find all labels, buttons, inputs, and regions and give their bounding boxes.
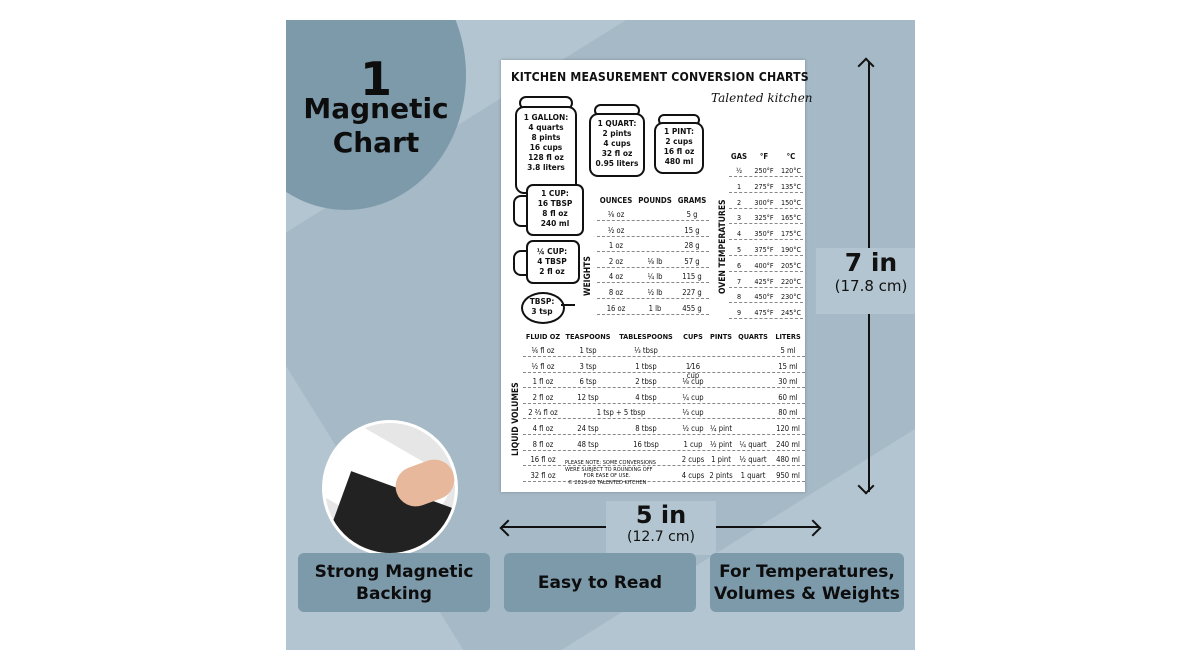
liquid-cell: 12 tsp: [577, 392, 599, 402]
brand-logo: Talented kitchen: [711, 91, 813, 105]
tbsp-line: 3 tsp: [531, 306, 553, 316]
height-sub: (17.8 cm): [834, 277, 908, 295]
oven-cell: 275°F: [754, 181, 774, 191]
width-sub: (12.7 cm): [627, 529, 695, 545]
liquid-cell: 480 ml: [776, 455, 800, 465]
liquid-header: FLUID OZ: [525, 332, 561, 341]
quart-line: 1 QUART:: [597, 118, 637, 128]
weights-cell: 1 lb: [648, 303, 662, 313]
oven-cell: 300°F: [754, 197, 774, 207]
liquid-row-line: [523, 372, 805, 373]
liquid-cell: 4 cups: [681, 470, 705, 480]
feature-magnetic-backing: [298, 553, 490, 612]
quart-line: 2 pints: [602, 128, 632, 138]
liquid-cell: 1 fl oz: [532, 377, 554, 387]
liquid-cell: ⅓ tbsp: [634, 346, 658, 355]
liquid-row-line: [523, 418, 805, 419]
liquid-cell: 950 ml: [776, 470, 800, 480]
oven-cell: 190°C: [780, 245, 802, 254]
chart-title: KITCHEN MEASUREMENT CONVERSION CHARTS: [511, 70, 809, 84]
feature-1-line2: Backing: [356, 583, 432, 604]
weights-cell: 455 g: [682, 303, 702, 313]
quart-line: 0.95 liters: [595, 158, 639, 168]
liquid-header: LITERS: [775, 332, 801, 341]
weights-table: [597, 196, 709, 336]
weights-row-line: [597, 314, 709, 315]
tbsp-text: [521, 296, 563, 316]
oven-row-line: [729, 192, 803, 193]
quart-line: 32 fl oz: [601, 148, 633, 158]
weights-cell: ½ lb: [647, 288, 663, 297]
oven-temperatures-label: OVEN TEMPERATURES: [718, 199, 728, 294]
oven-cell: 220°C: [780, 276, 802, 286]
liquid-cell: ¼ pint: [709, 424, 733, 433]
badge-line1: Magnetic: [303, 92, 449, 125]
magnet-backing-photo: [322, 420, 458, 556]
weights-cell: 2 oz: [608, 256, 624, 266]
liquid-cell: 4 tbsp: [635, 392, 657, 402]
quarter_cup-line: 2 fl oz: [539, 266, 565, 276]
oven-header: °F: [759, 152, 769, 161]
liquid-cell: 80 ml: [778, 408, 798, 418]
oven-cell: 165°C: [780, 213, 802, 223]
liquid-row-line: [523, 450, 805, 451]
oven-cell: 7: [736, 276, 742, 286]
quarter_cup-line: ¼ CUP:: [536, 246, 568, 256]
liquid-header: TEASPOONS: [565, 332, 611, 341]
weights-cell: ½ oz: [607, 225, 625, 235]
weights-row-line: [597, 282, 709, 283]
oven-cell: 450°F: [754, 292, 774, 302]
oven-row-line: [729, 255, 803, 256]
oven-cell: 250°F: [754, 166, 774, 175]
quart-line: 4 cups: [603, 138, 631, 148]
gallon-line: 1 GALLON:: [523, 112, 569, 122]
liquid-cell: 2 fl oz: [532, 392, 554, 402]
height-dimension: [816, 248, 915, 314]
chart-footnote: [565, 460, 656, 486]
height-main: 7 in: [844, 248, 898, 277]
oven-cell: 6: [736, 260, 742, 270]
gallon-line: 128 fl oz: [528, 152, 564, 162]
conversion-chart-card: [501, 60, 813, 492]
weights-cell: 8 oz: [608, 288, 624, 297]
weights-row-line: [597, 220, 709, 221]
oven-cell: 350°F: [754, 229, 774, 239]
weights-cell: ⅛ oz: [607, 210, 625, 219]
oven-cell: 150°C: [780, 197, 802, 207]
liquid-cell: 1 tbsp: [635, 361, 657, 371]
weights-cell: ⅛ lb: [647, 256, 663, 266]
pint-text: [656, 126, 702, 166]
footnote-line: FOR EASE OF USE.: [583, 473, 631, 479]
footnote-line: © 2019-20 TALENTED KITCHEN: [567, 479, 647, 486]
feature-3-line1: For Temperatures,: [719, 561, 895, 582]
weights-label: WEIGHTS: [583, 256, 593, 296]
liquid-cell: ½ fl oz: [531, 361, 555, 371]
liquid-cell: 5 ml: [780, 346, 796, 355]
width-arrow-right: [805, 520, 822, 537]
weights-cell: 28 g: [684, 241, 700, 251]
oven-row-line: [729, 208, 803, 209]
weights-cell: 4 oz: [608, 272, 624, 282]
oven-cell: 5: [736, 245, 742, 254]
liquid-header: CUPS: [683, 332, 703, 341]
liquid-cell: 8 fl oz: [532, 439, 554, 449]
oven-cell: 230°C: [780, 292, 802, 302]
liquid-cell: ⅛ cup: [682, 377, 704, 387]
liquid-header: PINTS: [710, 332, 732, 341]
feature-3-line2: Volumes & Weights: [714, 583, 900, 604]
liquid-cell: 4 fl oz: [532, 424, 554, 433]
weights-cell: 227 g: [682, 288, 702, 297]
oven-row-line: [729, 302, 803, 303]
oven-cell: 245°C: [780, 308, 802, 318]
liquid-cell: 60 ml: [778, 392, 798, 402]
oven-header: °C: [786, 152, 796, 161]
gallon-text: [517, 112, 575, 172]
quart-text: [591, 118, 643, 168]
footnote-line: WERE SUBJECT TO ROUNDING OFF: [565, 466, 653, 473]
oven-cell: 120°C: [780, 166, 802, 175]
oven-header: GAS: [730, 152, 748, 161]
weights-cell: 15 g: [684, 225, 700, 235]
gallon-line: 4 quarts: [528, 122, 564, 132]
weights-row-line: [597, 236, 709, 237]
weights-cell: 57 g: [684, 256, 700, 266]
cup-line: 240 ml: [540, 218, 570, 228]
pint-line: 1 PINT:: [664, 126, 694, 136]
oven-cell: 205°C: [780, 260, 802, 270]
liquid-cell: 48 tsp: [577, 439, 599, 449]
pint-line: 16 fl oz: [663, 146, 695, 156]
liquid-cell: 2 ⅔ fl oz: [528, 408, 558, 418]
pint-line: 480 ml: [664, 156, 694, 166]
height-arrow-bottom: [858, 478, 875, 495]
oven-cell: 4: [736, 229, 742, 239]
liquid-cell: 2 pints: [709, 470, 733, 480]
liquid-cell: 16 fl oz: [530, 455, 556, 465]
gallon-line: 16 cups: [529, 142, 563, 152]
liquid-row-line: [523, 387, 805, 388]
liquid-row-line: [523, 356, 805, 357]
weights-row-line: [597, 298, 709, 299]
width-dimension: [606, 501, 716, 555]
liquid-cell: 32 fl oz: [530, 470, 556, 480]
oven-cell: 135°C: [780, 181, 802, 191]
feature-easy-to-read: [504, 553, 696, 612]
liquid-cell: 240 ml: [776, 439, 800, 449]
tbsp-line: TBSP:: [529, 296, 555, 306]
liquid-cell: ½ pint: [709, 439, 733, 449]
oven-row-line: [729, 223, 803, 224]
weights-row-line: [597, 251, 709, 252]
weights-header: GRAMS: [677, 196, 707, 205]
liquid-cell: 1 pint: [711, 455, 731, 465]
liquid-cell: 2 tbsp: [635, 377, 657, 387]
oven-row-line: [729, 287, 803, 288]
liquid-cell: 6 tsp: [579, 377, 597, 387]
footnote-line: PLEASE NOTE: SOME CONVERSIONS: [565, 460, 656, 466]
oven-cell: 400°F: [754, 260, 774, 270]
oven-row-line: [729, 176, 803, 177]
oven-cell: 9: [736, 308, 742, 318]
oven-cell: 8: [736, 292, 742, 302]
feature-1-line1: Strong Magnetic: [314, 561, 474, 582]
liquid-row-line: [523, 403, 805, 404]
liquid-cell: 24 tsp: [577, 424, 599, 433]
gallon-line: 8 pints: [531, 132, 561, 142]
badge-line2: Chart: [332, 126, 420, 159]
weights-row-line: [597, 267, 709, 268]
liquid-cell: ½ cup: [682, 424, 704, 433]
weights-cell: 16 oz: [606, 303, 626, 313]
oven-row-line: [729, 318, 803, 319]
oven-table: [729, 152, 805, 327]
quarter-cup-text: [526, 246, 578, 276]
liquid-cell: 1 quart: [740, 470, 766, 480]
oven-cell: 325°F: [754, 213, 774, 223]
badge-number: 1: [359, 52, 392, 106]
liquid-cell: ⅓ cup: [682, 408, 704, 418]
oven-cell: 2: [736, 197, 742, 207]
cup-text: [526, 188, 584, 228]
liquid-header: TABLESPOONS: [619, 332, 673, 341]
liquid-cell: ½ quart: [739, 455, 767, 465]
weights-header: POUNDS: [638, 196, 672, 205]
weights-header: OUNCES: [599, 196, 633, 205]
feature-2-line1: Easy to Read: [537, 572, 663, 593]
oven-cell: ½: [735, 166, 743, 175]
oven-cell: 1: [736, 181, 742, 191]
oven-cell: 475°F: [754, 308, 774, 318]
spoon-handle: [561, 304, 575, 306]
weights-cell: ¼ lb: [647, 272, 663, 282]
liquid-cell: 1⁄16 cup: [685, 361, 701, 380]
liquid-cell: ¼ cup: [682, 392, 704, 402]
liquid-cell: 2 cups: [681, 455, 705, 465]
liquid-cell: 30 ml: [778, 377, 798, 387]
liquid-volumes-label: LIQUID VOLUMES: [511, 382, 521, 456]
liquid-cell: 1 tsp: [579, 346, 597, 355]
oven-cell: 175°C: [780, 229, 802, 239]
cup-line: 1 CUP:: [541, 188, 569, 198]
feature-temperatures-volumes-weights: [710, 553, 904, 612]
oven-cell: 375°F: [754, 245, 774, 254]
liquid-row-line: [523, 434, 805, 435]
liquid-cell: 1 cup: [683, 439, 703, 449]
oven-cell: 3: [736, 213, 742, 223]
liquid-cell: 8 tbsp: [635, 424, 657, 433]
oven-row-line: [729, 239, 803, 240]
oven-cell: 425°F: [754, 276, 774, 286]
width-main: 5 in: [635, 501, 687, 529]
oven-row-line: [729, 271, 803, 272]
liquid-cell: ¼ quart: [739, 439, 767, 449]
liquid-cell: 1 tsp + 5 tbsp: [596, 408, 646, 418]
weights-cell: 115 g: [682, 272, 702, 282]
liquid-cell: 16 tbsp: [633, 439, 659, 449]
liquid-cell: 120 ml: [776, 424, 800, 433]
liquid-cell: 3 tsp: [579, 361, 597, 371]
cup-line: 8 fl oz: [542, 208, 568, 218]
pint-line: 2 cups: [665, 136, 693, 146]
liquid-header: QUARTS: [738, 332, 768, 341]
weights-cell: 1 oz: [608, 241, 624, 251]
quarter_cup-line: 4 TBSP: [537, 256, 567, 266]
gallon-line: 3.8 liters: [527, 162, 565, 172]
liquid-cell: ⅙ fl oz: [531, 346, 555, 355]
liquid-cell: 15 ml: [778, 361, 798, 371]
cup-line: 16 TBSP: [537, 198, 573, 208]
weights-cell: 5 g: [686, 210, 698, 219]
